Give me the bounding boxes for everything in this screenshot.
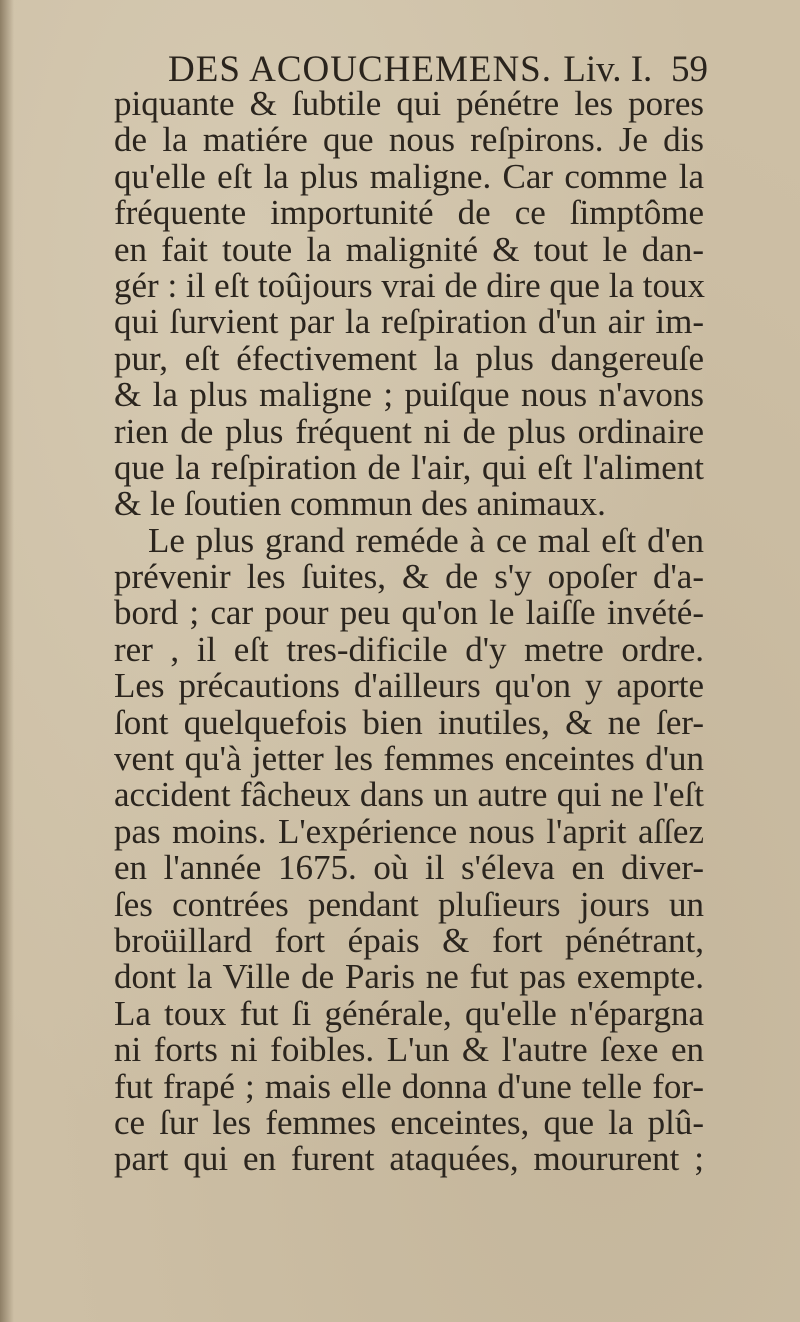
text-line: fréquente importunité de ce ſimptôme: [114, 193, 704, 233]
text-line: ni forts ni foibles. L'un & l'autre ſexe en: [114, 1030, 704, 1070]
text-line: ce ſur les femmes enceintes, que la plû-: [114, 1102, 704, 1142]
paragraph-1: [114, 86, 704, 523]
text-line: vent qu'à jetter les femmes enceintes d'un: [114, 739, 704, 779]
text-line: & le ſoutien commun des animaux.: [114, 484, 606, 524]
body-text: [114, 86, 704, 1178]
text-line: en l'année 1675. où il s'éleva en diver-: [114, 848, 704, 888]
text-line: de la matiére que nous reſpirons. Je dis: [114, 120, 704, 160]
text-line: ſont quelquefois bien inutiles, & ne ſer-: [114, 702, 704, 742]
text-line: Les précautions d'ailleurs qu'on y aporte: [114, 666, 704, 706]
text-line: ſes contrées pendant pluſieurs jours un: [114, 884, 704, 924]
page-number: 59: [671, 49, 708, 90]
text-line: rer , il eſt tres-dificile d'y metre ordre.: [114, 629, 704, 669]
text-line: qui ſurvient par la reſpiration d'un air im-: [114, 302, 704, 342]
paragraph-2: [114, 520, 704, 1179]
running-head-title: DES ACOUCHEMENS.: [168, 49, 552, 90]
text-line: rien de plus fréquent ni de plus ordinaire: [114, 411, 704, 451]
text-line: que la reſpiration de l'air, qui eſt l'aliment: [114, 447, 704, 487]
text-line: pas moins. L'expérience nous l'aprit aſſez: [114, 811, 704, 851]
text-line: pur, eſt éfectivement la plus dangereuſe: [114, 338, 704, 378]
text-line: dont la Ville de Paris ne fut pas exempte.: [114, 957, 704, 997]
text-line: part qui en furent ataquées, moururent ;: [114, 1139, 704, 1179]
text-line: & la plus maligne ; puiſque nous n'avons: [114, 375, 704, 415]
text-line: qu'elle eſt la plus maligne. Car comme la: [114, 156, 704, 196]
text-line: piquante & ſubtile qui pénétre les pores: [114, 84, 704, 123]
binding-gutter-shadow: [0, 0, 14, 1322]
text-line: prévenir les ſuites, & de s'y opoſer d'a-: [114, 557, 704, 597]
text-line: fut frapé ; mais elle donna d'une telle for-: [114, 1066, 704, 1106]
text-line: Le plus grand reméde à ce mal eſt d'en: [148, 520, 704, 560]
running-head-book: Liv. I.: [563, 49, 653, 90]
text-line: en fait toute la malignité & tout le dan-: [114, 229, 704, 269]
text-line: bord ; car pour peu qu'on le laiſſe invété-: [114, 593, 704, 633]
text-line: broüillard fort épais & fort pénétrant,: [114, 920, 704, 960]
text-line: gér : il eſt toûjours vrai de dire que la toux: [114, 265, 705, 305]
text-line: La toux fut ſi générale, qu'elle n'épargna: [114, 993, 704, 1033]
text-line: accident fâcheux dans un autre qui ne l'eſt: [114, 775, 704, 815]
